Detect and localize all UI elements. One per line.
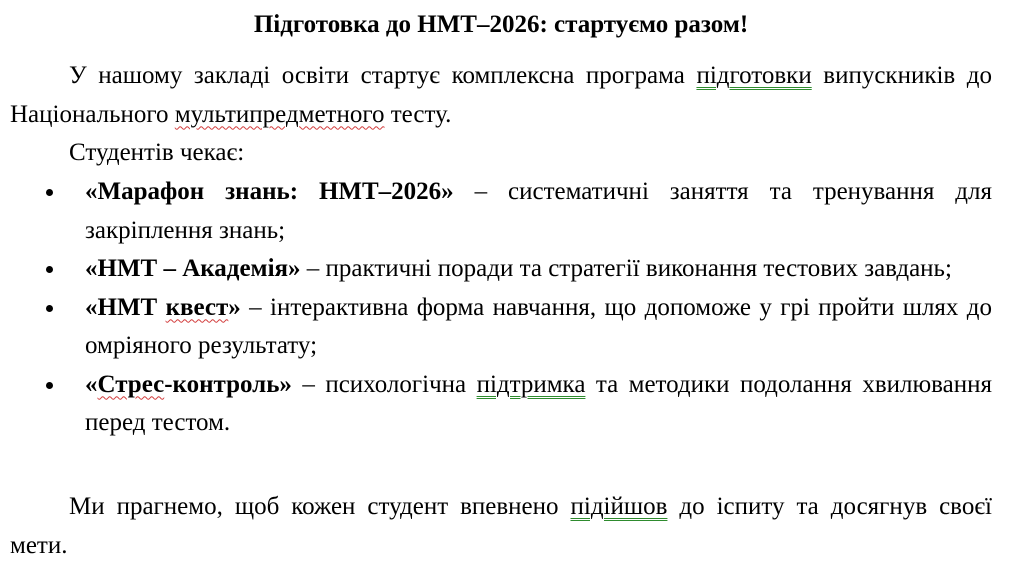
bullet-text: – інтерактивна форма навчання, що допоможе у грі пройти шлях до омріяного результату; (85, 293, 993, 359)
bullet-text: – систематичні заняття та тренування для закріплення знань; (85, 178, 992, 244)
bullet-list (10, 173, 992, 443)
bullet-icon (46, 382, 53, 389)
intro-text-a: У нашому закладі освіти стартує комплексна програма (69, 62, 697, 89)
bullet-term: «Марафон знань: НМТ–2026» (85, 178, 454, 205)
bullet-item-stress-control (10, 366, 992, 443)
grammar-marked-word[interactable]: підготовки (696, 62, 812, 89)
bullet-item-academy (10, 250, 992, 289)
outro-paragraph (10, 488, 992, 565)
outro-text-c: до іспиту та досягнув своєї мети. (10, 493, 992, 559)
lead-paragraph: Студентів чекає: (69, 139, 245, 166)
document-title: Підготовка до НМТ–2026: стартуємо разом! (253, 11, 749, 38)
bullet-term-open: « (85, 370, 98, 398)
spelling-marked-word[interactable]: квест (165, 293, 229, 321)
bullet-term-close: » (228, 293, 241, 321)
bullet-term-close: -контроль» (164, 370, 292, 398)
spelling-marked-word[interactable]: мультипредметного (174, 100, 385, 128)
grammar-marked-word[interactable]: підтримка (476, 370, 586, 398)
spelling-marked-word[interactable]: Стрес (97, 370, 165, 398)
bullet-icon (46, 305, 53, 312)
bullet-item-quest (10, 289, 992, 366)
bullet-icon (46, 189, 53, 196)
bullet-text-b: та методики подолання хвилювання перед тестом. (85, 370, 992, 436)
bullet-term: «НМТ – Академія» (85, 255, 301, 282)
bullet-icon (46, 266, 53, 273)
intro-text-e: тесту. (384, 100, 452, 128)
bullet-text-a: – психологічна (291, 370, 477, 398)
outro-text-a: Ми прагнемо, щоб кожен студент впевнено (69, 493, 571, 520)
bullet-term-open: «НМТ (85, 293, 166, 321)
intro-text-c: випускників до Національного (10, 62, 993, 128)
grammar-marked-word[interactable]: підійшов (570, 493, 668, 520)
intro-paragraph (10, 57, 992, 134)
bullet-text: – практичні поради та стратегії виконання тестових завдань; (300, 255, 952, 282)
bullet-item-marathon (10, 173, 992, 250)
document-page (10, 0, 992, 568)
